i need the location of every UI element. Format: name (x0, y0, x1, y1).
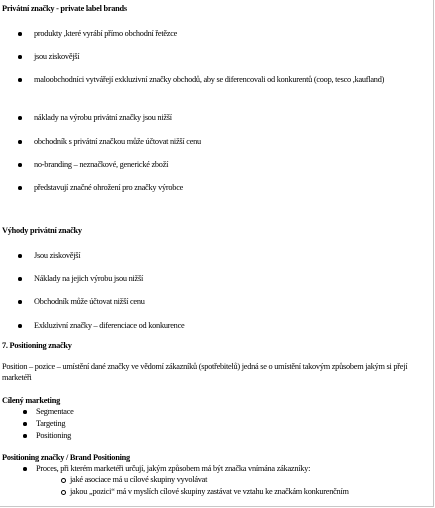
sub-item-2: jakou „pozici“ má v myslích cílové skupiny zastávat ve vztahu ke značkám konkurenčním (70, 487, 349, 496)
list-item-2: jsou ziskovější (34, 52, 80, 61)
sub-bullet-2 (61, 490, 66, 495)
bullet-13 (23, 422, 27, 426)
advantage-item-1: Jsou ziskovější (34, 251, 81, 260)
bullet-3 (18, 78, 22, 82)
advantage-item-3: Obchodník může účtovat nižší cenu (34, 297, 145, 306)
list-item-4: náklady na výrobu privátní značky jsou nižší (34, 113, 172, 122)
list-item-6: no-branding – neznačkové, generické zboží (34, 160, 169, 169)
list-item-5: obchodník s privátní značkou může účtovat nižší cenu (34, 137, 201, 146)
sub-item-1: jaké asociace má u cílové skupiny vyvolávat (70, 475, 208, 484)
bullet-1 (18, 32, 22, 36)
sub-bullet-1 (61, 478, 66, 483)
bullet-12 (23, 410, 27, 414)
list-item-1: produkty ,které vyrábí přímo obchodní řetězce (34, 29, 178, 38)
list-item-7: představují značné ohrožení pro značky výrobce (34, 183, 184, 192)
advantage-item-4: Exkluzivní značky – diferenciace od konkurence (34, 321, 185, 330)
targeted-item-3: Positioning (36, 431, 72, 440)
bullet-2 (18, 55, 22, 59)
bullet-6 (18, 163, 22, 167)
bullet-5 (18, 140, 22, 144)
bullet-9 (18, 277, 22, 281)
bullet-15 (23, 467, 27, 471)
heading-targeted-marketing: Cílený marketing (2, 396, 60, 405)
bullet-4 (18, 116, 22, 120)
bullet-8 (18, 254, 22, 258)
heading-positioning: 7. Positioning značky (2, 341, 72, 350)
bullet-14 (23, 434, 27, 438)
heading-private-label: Privátní značky - private label brands (2, 4, 127, 13)
list-item-3: maloobchodníci vytvářejí exkluzivní značky obchodů, aby se diferencovali od konkurentů (coop, tesco ,kaufland) (34, 75, 385, 84)
bullet-10 (18, 300, 22, 304)
advantage-item-2: Náklady na jejich výrobu jsou nižší (34, 274, 143, 283)
brand-positioning-item: Proces, při kterém marketéři určují, jakým způsobem má být značka vnímána zákazníky: (36, 464, 311, 473)
bullet-11 (18, 324, 22, 328)
heading-brand-positioning: Positioning značky / Brand Positioning (2, 453, 130, 462)
targeted-item-2: Targeting (36, 419, 66, 428)
heading-advantages: Výhody privátní značky (2, 226, 82, 235)
targeted-item-1: Segmentace (36, 407, 74, 416)
bullet-7 (18, 186, 22, 190)
positioning-paragraph: Position – pozice – umístění dané značky ve vědomí zákazníků (spotřebitelů) jedná se o umístění takovým způsobem jakým si přejí marketéři (2, 362, 408, 382)
